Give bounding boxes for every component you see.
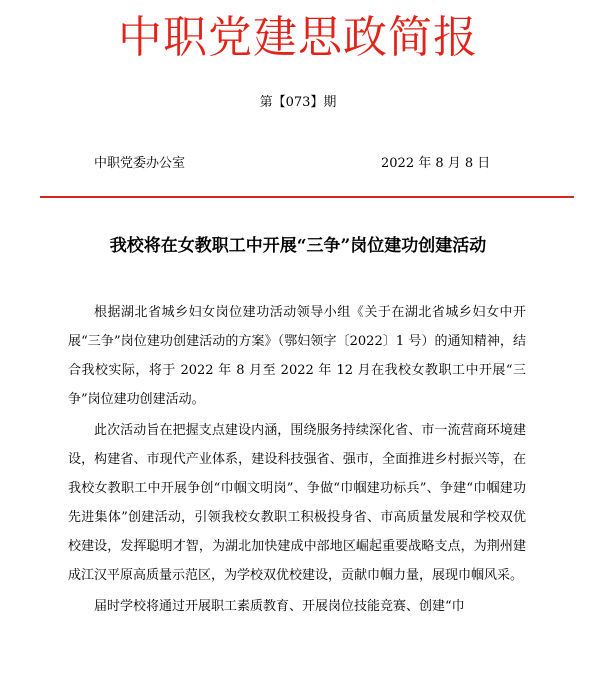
issue-date: 2022 年 8 月 8 日 bbox=[381, 156, 491, 171]
issuing-office: 中职党委办公室 bbox=[94, 156, 186, 171]
header-divider bbox=[40, 196, 574, 198]
issue-number: 第【073】期 bbox=[259, 95, 337, 110]
masthead-title: 中职党建思政简报 bbox=[118, 12, 478, 63]
article-title: 我校将在女教职工中开展“三争”岗位建功创建活动 bbox=[109, 236, 487, 256]
article-paragraph: 此次活动旨在把握支点建设内涵，围绕服务持续深化省、市一流营商环境建设，构建省、市现代产业体系，建设科技强省、强市，全面推进乡村振兴等，在我校女教职工中开展争创“巾帼文明岗”、争做“巾帼建功标兵”、争建“巾帼建功先进集体”创建活动，引领我校女教职工积极投身省、市高质量发展和学校双优校建设，发挥聪明才智，为湖北加快建成中部地区崛起重要战略支点，为荆州建成江汉平原高质量示范区，为学校双优校建设，贡献巾帼力量，展现巾帼风采。 bbox=[68, 423, 526, 583]
article-paragraph: 根据湖北省城乡妇女岗位建功活动领导小组《关于在湖北省城乡妇女中开展“三争”岗位建功创建活动的方案》（鄂妇领字〔2022〕1 号）的通知精神，结合我校实际，将于 2022 年 8 月至 2022 年 12 月在我校女教职工中开展“三争”岗位建功创建活动。 bbox=[68, 305, 526, 407]
article-paragraph: 届时学校将通过开展职工素质教育、开展岗位技能竞赛、创建“巾 bbox=[94, 599, 465, 614]
article-body bbox=[68, 298, 526, 621]
